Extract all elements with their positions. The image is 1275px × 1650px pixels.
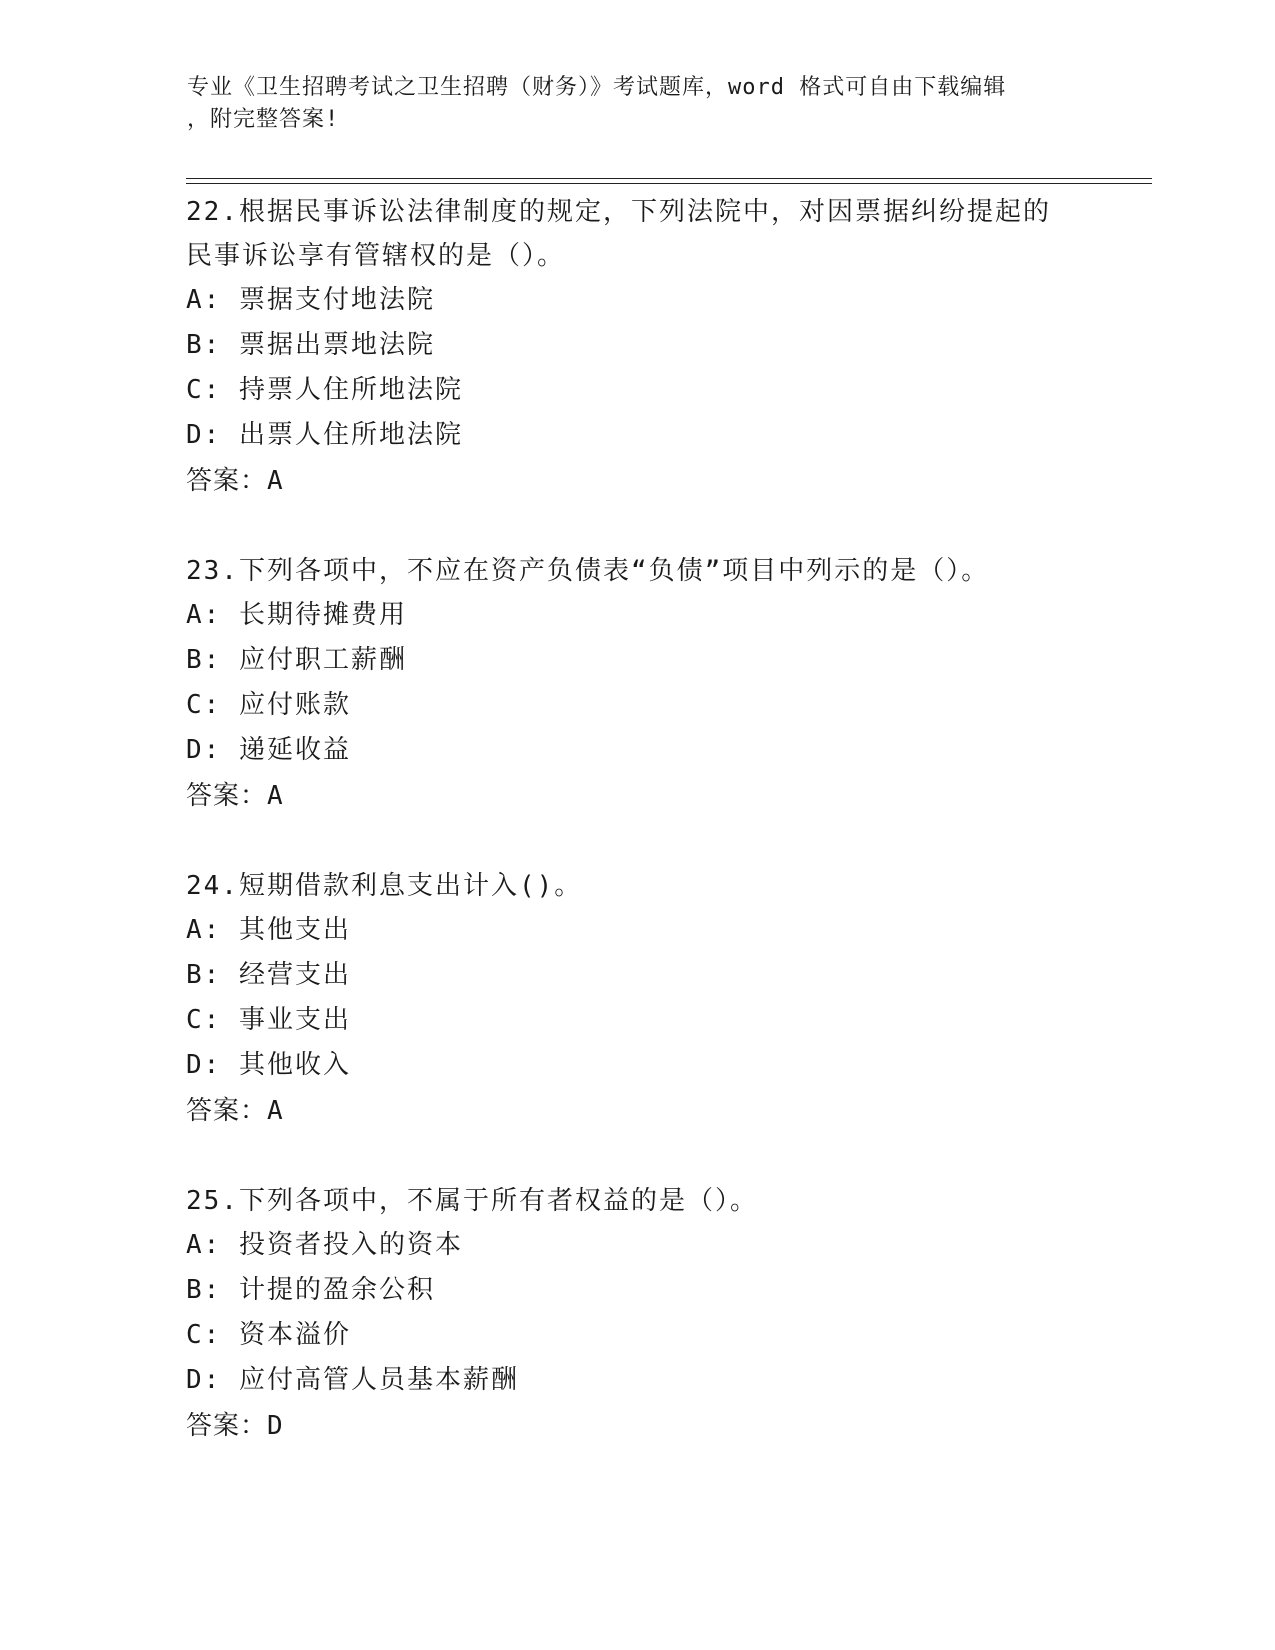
option-a: A: 其他支出 xyxy=(186,915,351,945)
question-stem: 25.下列各项中，不属于所有者权益的是（）。 xyxy=(186,1186,758,1216)
answer-value: A xyxy=(267,1096,284,1126)
answer-line xyxy=(186,773,1146,819)
option-c: C: 应付账款 xyxy=(186,690,351,720)
answer-value: A xyxy=(267,466,284,496)
question-list xyxy=(186,190,1146,1494)
answer-label: 答案： xyxy=(186,1096,268,1126)
option-b: B: 应付职工薪酬 xyxy=(186,645,407,675)
option-b: B: 经营支出 xyxy=(186,960,351,990)
option-d: D: 应付高管人员基本薪酬 xyxy=(186,1365,519,1395)
option-b: B: 计提的盈余公积 xyxy=(186,1275,435,1305)
option-b: B: 票据出票地法院 xyxy=(186,330,435,360)
question-24 xyxy=(186,864,1146,1134)
option-d: D: 出票人住所地法院 xyxy=(186,420,463,450)
answer-value: D xyxy=(267,1411,284,1441)
answer-line xyxy=(186,1088,1146,1134)
answer-line xyxy=(186,1403,1146,1449)
header-rule-bottom xyxy=(186,183,1152,184)
option-c: C: 持票人住所地法院 xyxy=(186,375,463,405)
option-a: A: 长期待摊费用 xyxy=(186,600,407,630)
option-a: A: 投资者投入的资本 xyxy=(186,1230,463,1260)
answer-label: 答案： xyxy=(186,1411,268,1441)
answer-label: 答案： xyxy=(186,781,268,811)
question-stem: 22.根据民事诉讼法律制度的规定，下列法院中，对因票据纠纷提起的 xyxy=(186,197,1051,227)
question-25 xyxy=(186,1179,1146,1449)
answer-line xyxy=(186,458,1146,504)
header-line-2: ，附完整答案! xyxy=(187,107,340,132)
option-d: D: 递延收益 xyxy=(186,735,351,765)
header-rule-top xyxy=(186,178,1152,179)
option-a: A: 票据支付地法院 xyxy=(186,285,435,315)
answer-value: A xyxy=(267,781,284,811)
header-line-1: 专业《卫生招聘考试之卫生招聘（财务）》考试题库，word 格式可自由下载编辑 xyxy=(187,75,1007,100)
question-23 xyxy=(186,549,1146,819)
option-c: C: 资本溢价 xyxy=(186,1320,351,1350)
option-c: C: 事业支出 xyxy=(186,1005,351,1035)
question-stem: 24.短期借款利息支出计入()。 xyxy=(186,871,583,901)
question-stem: 23.下列各项中，不应在资产负债表“负债”项目中列示的是（）。 xyxy=(186,556,990,586)
option-d: D: 其他收入 xyxy=(186,1050,351,1080)
document-header xyxy=(187,72,1067,136)
question-22 xyxy=(186,190,1146,504)
question-stem-continued: 民事诉讼享有管辖权的是（）。 xyxy=(186,241,566,271)
answer-label: 答案： xyxy=(186,466,268,496)
